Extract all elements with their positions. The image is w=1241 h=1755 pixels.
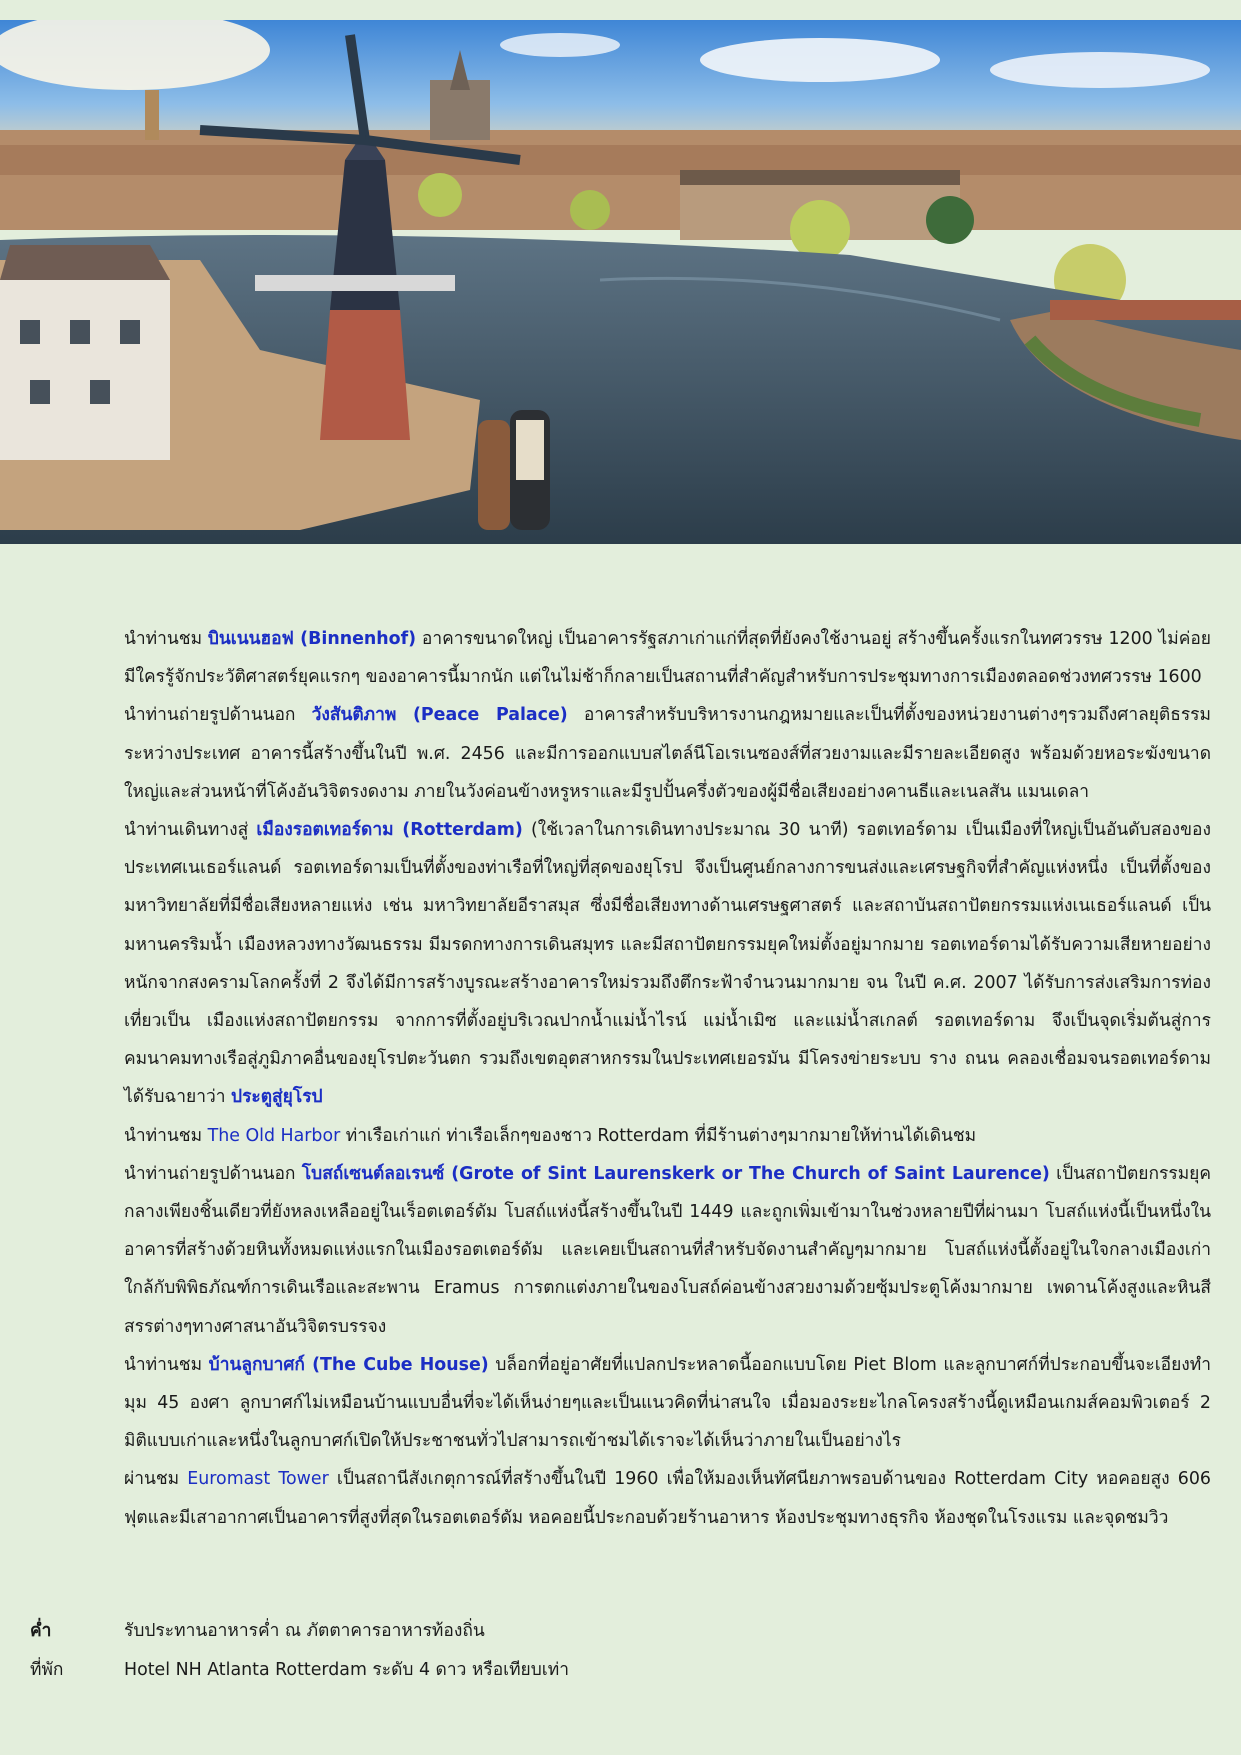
hotel-text: Hotel NH Atlanta Rotterdam ระดับ 4 ดาว หรือเทียบเท่า <box>124 1660 569 1680</box>
itinerary-paragraph <box>124 1117 1211 1155</box>
paragraph-prefix: นำท่านเดินทางสู่ <box>124 820 257 841</box>
itinerary-paragraph <box>124 1460 1211 1536</box>
place-name-highlight: วังสันติภาพ (Peace Palace) <box>311 705 568 726</box>
itinerary-paragraph <box>124 696 1211 811</box>
dinner-text: รับประทานอาหารค่ำ ณ ภัตตาคารอาหารท้องถิ่น <box>124 1621 485 1641</box>
itinerary-paragraph <box>124 1346 1211 1461</box>
paragraph-body: เป็นสถาปัตยกรรมยุคกลางเพียงชิ้นเดียวที่ยังหลงเหลืออยู่ในเร็อตเตอร์ดัม โบสถ์แห่งนี้สร้างขึ้นในปี 1449 และถูกเพิ่มเข้ามาในช่วงหลายปีที่ผ่านมา โบสถ์แห่งนี้เป็นหนึ่งในอาคารที่สร้างด้วยหินทั้งหมดแห่งแรกในเมืองรอตเตอร์ดัม และเคยเป็นสถานที่สำหรับจัดงานสำคัญๆมากมาย โบสถ์แห่งนี้ตั้งอยู่ในใจกลางเมืองเก่า ใกล้กับพิพิธภัณฑ์การเดินเรือและสะพาน Eramus การตกแต่งภายในของโบสถ์ค่อนข้างสวยงามด้วยซุ้มประตูโค้งมากมาย เพดานโค้งสูงและหินสีสรรต่างๆทางศาสนาอันวิจิตรบรรจง <box>124 1163 1211 1337</box>
paragraph-body: บล็อกที่อยู่อาศัยที่แปลกประหลาดนี้ออกแบบโดย Piet Blom และลูกบาศก์ที่ประกอบขึ้นจะเอียงทำมุม 45 องศา ลูกบาศก์ไม่เหมือนบ้านแบบอื่นที่จะได้เห็นง่ายๆและเป็นแนวคิดที่น่าสนใจ เมื่อมองระยะไกลโครงสร้างนี้ดูเหมือนเกมส์คอมพิวเตอร์ 2 มิติแบบเก่าและหนึ่งในลูกบาศก์เปิดให้ประชาชนทั่วไปสามารถเข้าชมได้เราจะได้เห็นว่าภายในเป็นอย่างไร <box>124 1354 1211 1452</box>
paragraph-prefix: นำท่านถ่ายรูปด้านนอก <box>124 1163 302 1184</box>
place-name-highlight: The Old Harbor <box>207 1125 341 1146</box>
dinner-label: ค่ำ <box>30 1621 52 1641</box>
hotel-label: ที่พัก <box>30 1660 64 1680</box>
paragraph-body: อาคารสำหรับบริหารงานกฎหมายและเป็นที่ตั้งของหน่วยงานต่างๆรวมถึงศาลยุติธรรมระหว่างประเทศ อาคารนี้สร้างขึ้นในปี พ.ศ. 2456 และมีการออกแบบสไตล์นีโอเรเนซองส์ที่สวยงามและมีรายละเอียดสูง พร้อมด้วยหอระฆังขนาดใหญ่และส่วนหน้าที่โค้งอันวิจิตรงดงาม ภายในวังค่อนข้างหรูหราและมีรูปปั้นครึ่งตัวของผู้มีชื่อเสียงอย่างคานธีและเนลสัน แมนเดลา <box>124 705 1211 802</box>
place-name-highlight: เมืองรอตเทอร์ดาม (Rotterdam) <box>256 820 523 841</box>
paragraph-body: เป็นสถานีสังเกตุการณ์ที่สร้างขึ้นในปี 1960 เพื่อให้มองเห็นทัศนียภาพรอบด้านของ Rotterdam City หอคอยสูง 606 ฟุตและมีเสาอากาศเป็นอาคารที่สูงที่สุดในรอตเตอร์ดัม หอคอยนี้ประกอบด้วยร้านอาหาร ห้องประชุมทางธุรกิจ ห้องชุดในโรงแรม และจุดชมวิว <box>124 1469 1211 1528</box>
itinerary-paragraph <box>124 620 1211 696</box>
place-name-highlight: โบสถ์เซนต์ลอเรนซ์ (Grote of Sint Laurenskerk or The Church of Saint Laurence) <box>301 1163 1050 1184</box>
itinerary-body <box>124 620 1211 1537</box>
paragraph-prefix: นำท่านถ่ายรูปด้านนอก <box>124 705 312 726</box>
paragraph-prefix: นำท่านชม <box>124 1125 208 1146</box>
place-name-highlight: Euromast Tower <box>187 1469 329 1490</box>
hero-photo-windmill-canal <box>0 20 1241 544</box>
paragraph-prefix: ผ่านชม <box>124 1469 188 1490</box>
paragraph-prefix: นำท่านชม <box>124 1354 209 1375</box>
nickname-highlight: ประตูสู่ยุโรป <box>231 1087 323 1108</box>
place-name-highlight: บินเนนฮอฟ (Binnenhof) <box>207 629 417 649</box>
paragraph-body: (ใช้เวลาในการเดินทางประมาณ 30 นาที) รอตเทอร์ดาม เป็นเมืองที่ใหญ่เป็นอันดับสองของประเทศเนเธอร์แลนด์ รอตเทอร์ดามเป็นที่ตั้งของท่าเรือที่ใหญ่ที่สุดของยุโรป จึงเป็นศูนย์กลางการขนส่งและเศรษฐกิจที่สำคัญแห่งหนึ่ง เป็นที่ตั้งของมหาวิทยาลัยที่มีชื่อเสียงหลายแห่ง เช่น มหาวิทยาลัยอีราสมุส ซึ่งมีชื่อเสียงทางด้านเศรษฐศาสตร์ และสถาบันสถาปัตยกรรมแห่งเนเธอร์แลนด์ เป็นมหานครริมน้ำ เมืองหลวงทางวัฒนธรรม มีมรดกทางการเดินสมุทร และมีสถาปัตยกรรมยุคใหม่ตั้งอยู่มากมาย รอตเทอร์ดามได้รับความเสียหายอย่างหนักจากสงครามโลกครั้งที่ 2 จึงได้มีการสร้างบูรณะสร้างอาคารใหม่รวมถึงตึกระฟ้าจำนวนมากมาย จน ในปี ค.ศ. 2007 ได้รับการส่งเสริมการท่องเที่ยวเป็น เมืองแห่งสถาปัตยกรรม จากการที่ตั้งอยู่บริเวณปากน้ำแม่น้ำไรน์ แม่น้ำเมิซ และแม่น้ำสเกลต์ รอตเทอร์ดาม จึงเป็นจุดเริ่มต้นสู่การคมนาคมทางเรือสู่ภูมิภาคอื่นของยุโรปตะวันตก รวมถึงเขตอุตสาหกรรมในประเทศเยอรมัน มีโครงข่ายระบบ ราง ถนน คลองเชื่อมจนรอตเทอร์ดามได้รับฉายาว่า <box>124 820 1211 1108</box>
itinerary-paragraph <box>124 811 1211 1117</box>
place-name-highlight: บ้านลูกบาศก์ (The Cube House) <box>208 1354 489 1375</box>
paragraph-body: ท่าเรือเก่าแก่ ท่าเรือเล็กๆของชาว Rotterdam ที่มีร้านต่างๆมากมายให้ท่านได้เดินชม <box>340 1125 977 1146</box>
paragraph-body: อาคารขนาดใหญ่ เป็นอาคารรัฐสภาเก่าแก่ที่สุดที่ยังคงใช้งานอยู่ สร้างขึ้นครั้งแรกในทศวรรษ 1200 ไม่ค่อยมีใครรู้จักประวัติศาสตร์ยุคแรกๆ ของอาคารนี้มากนัก แต่ในไม่ช้าก็กลายเป็นสถานที่สำคัญสำหรับการประชุมทางการเมืองตลอดช่วงทศวรรษ 1600 <box>124 629 1211 688</box>
itinerary-paragraph <box>124 1155 1211 1346</box>
paragraph-prefix: นำท่านชม <box>124 629 208 649</box>
